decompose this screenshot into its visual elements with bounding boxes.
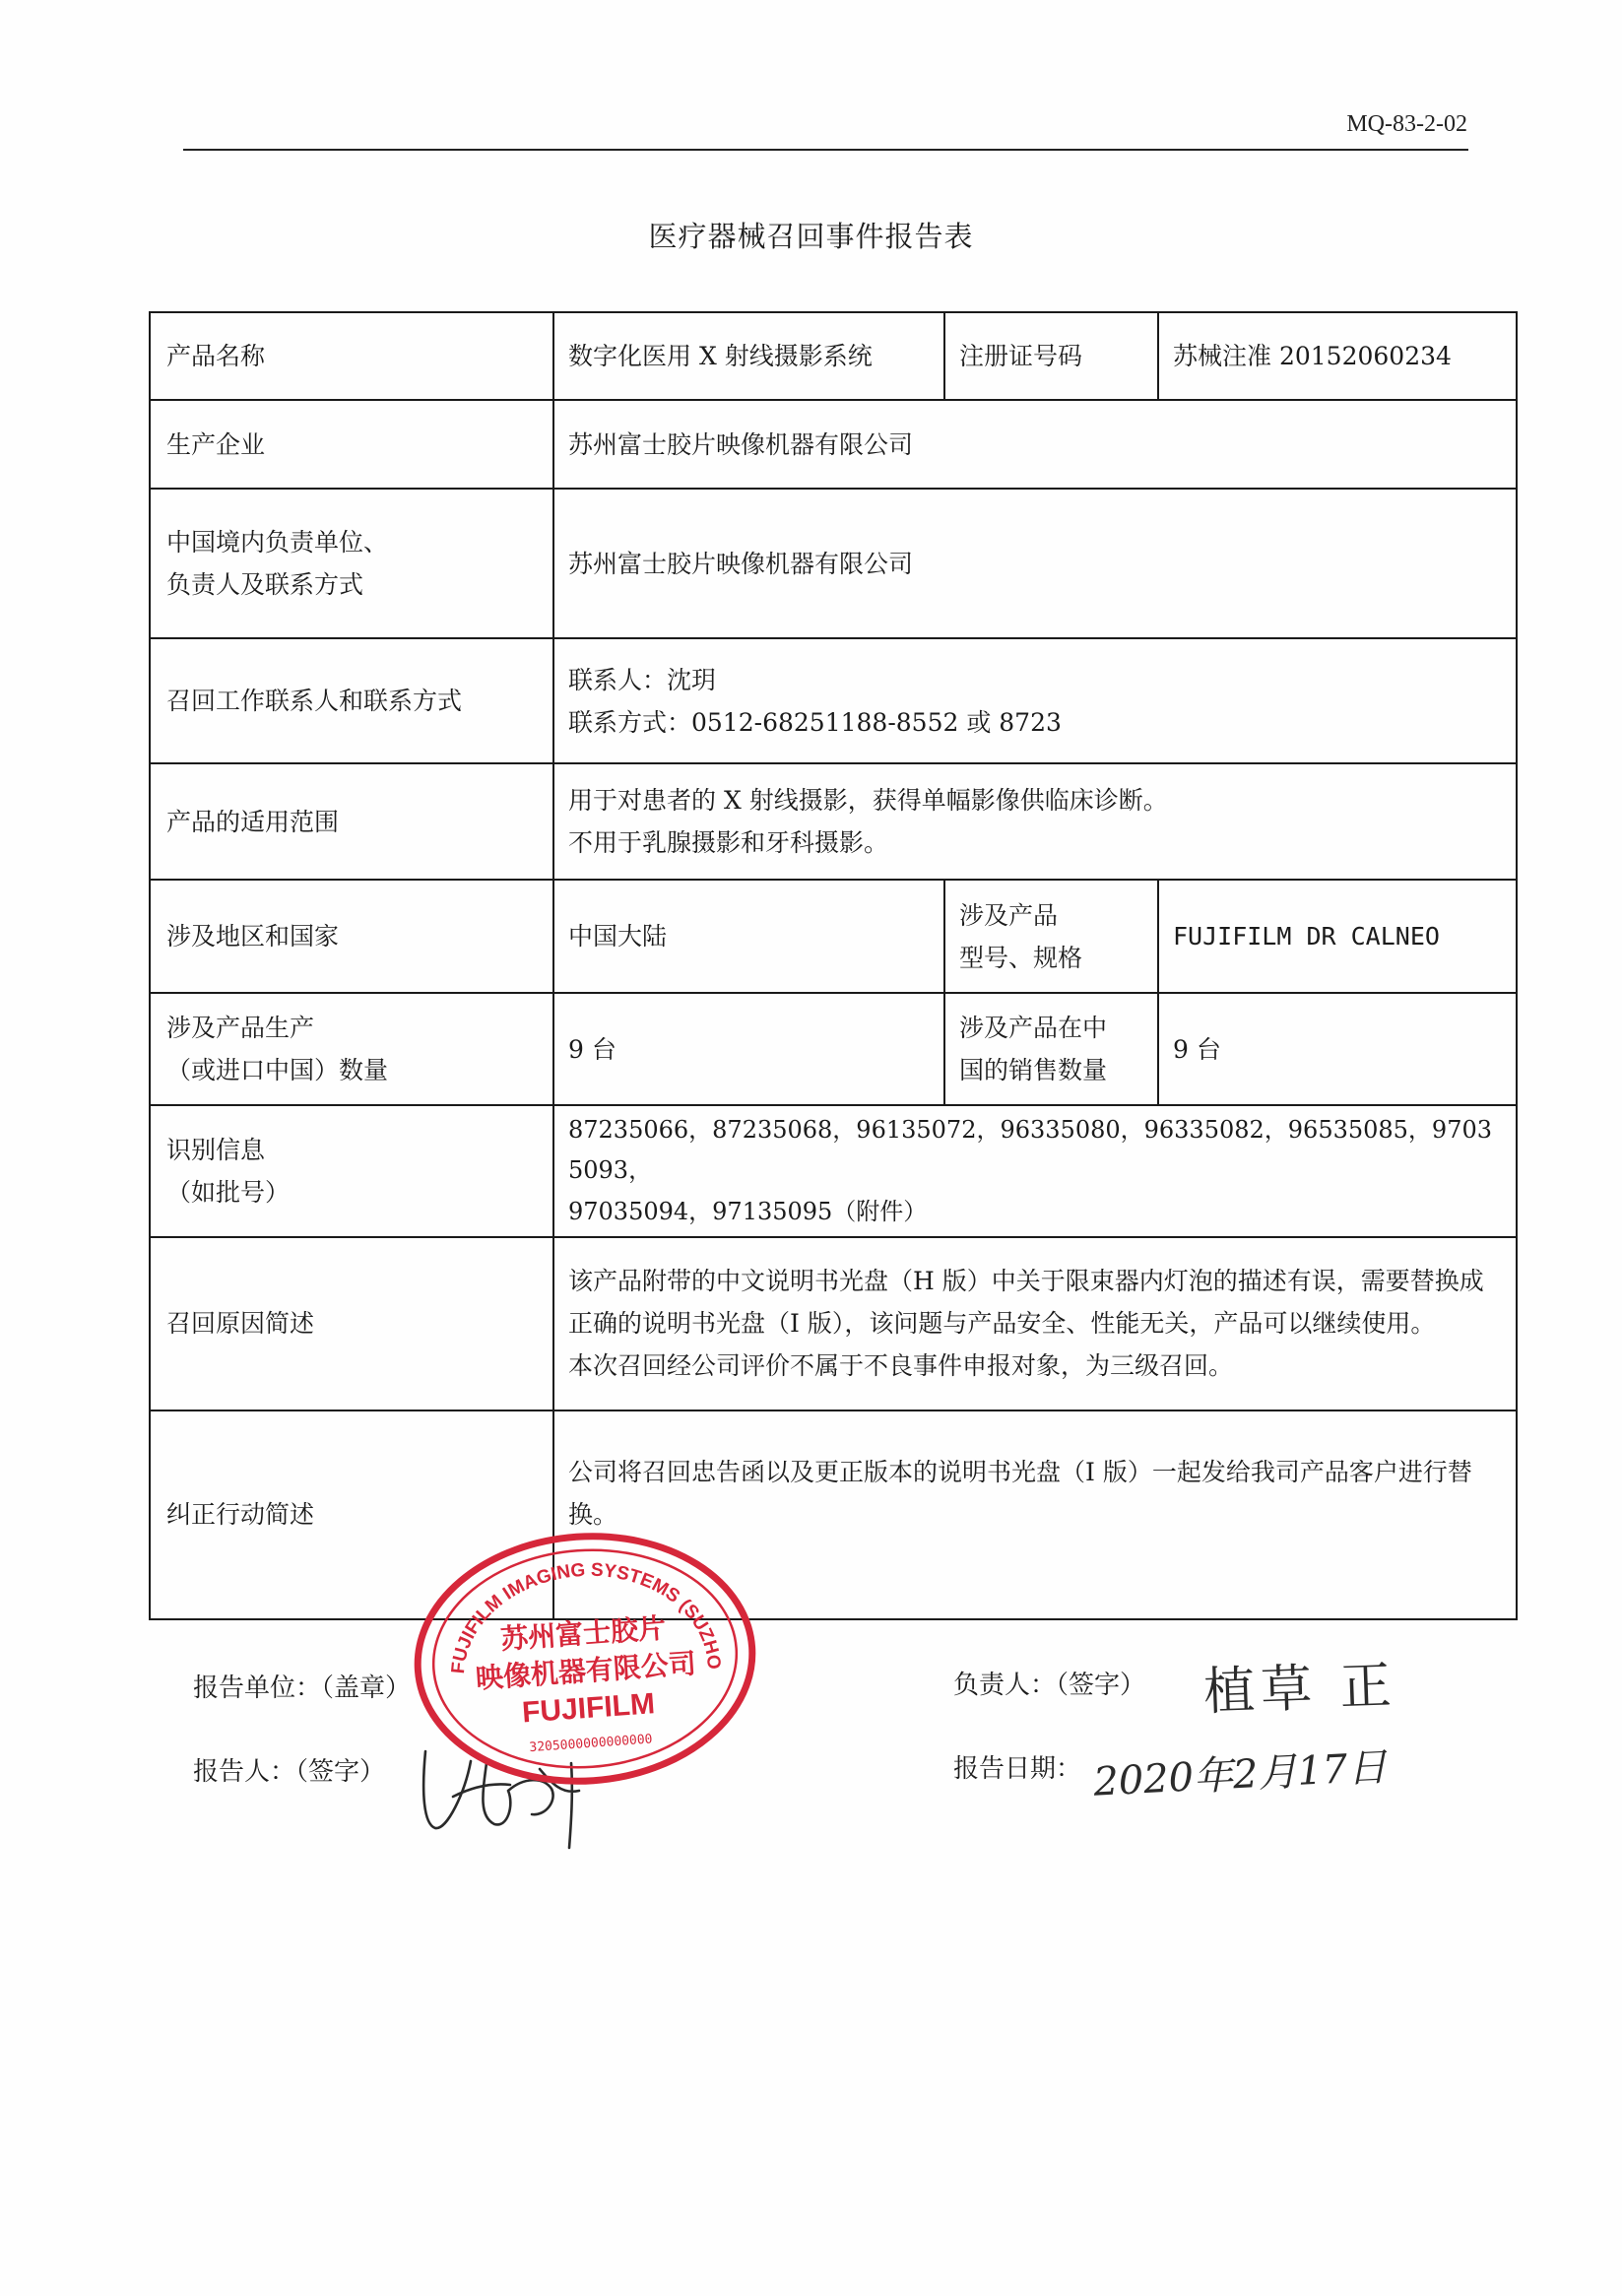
region-label: 涉及地区和国家 xyxy=(150,880,553,993)
scope-label: 产品的适用范围 xyxy=(150,763,553,880)
quantity-value: 9 台 xyxy=(553,993,944,1105)
seal-outer-text: FUJIFILM IMAGING SYSTEMS (SUZHOU) xyxy=(447,1559,725,1675)
row-recall-contact xyxy=(150,638,1517,763)
company-seal xyxy=(406,1525,764,1793)
responsible-label: 负责人：（签字） xyxy=(953,1671,1146,1700)
recall-reason-label: 召回原因简述 xyxy=(150,1237,553,1410)
domestic-agent-label xyxy=(150,489,553,638)
product-name-value: 数字化医用 X 射线摄影系统 xyxy=(553,312,944,400)
sales-label-line: 国的销售数量 xyxy=(959,1056,1108,1084)
row-product-name xyxy=(150,312,1517,400)
row-scope xyxy=(150,763,1517,880)
identification-label-line: 识别信息 xyxy=(166,1135,266,1164)
report-unit-label: 报告单位：（盖章） xyxy=(193,1673,412,1703)
quantity-label-line: 涉及产品生产 xyxy=(166,1014,315,1042)
region-value: 中国大陆 xyxy=(553,880,944,993)
row-identification xyxy=(150,1105,1517,1237)
domestic-agent-label-line: 负责人及联系方式 xyxy=(166,570,364,599)
model-label-line: 涉及产品 xyxy=(959,900,1059,930)
manufacturer-label: 生产企业 xyxy=(150,400,553,489)
batch-numbers-line: 87235066，87235068，96135072，96335080，96335082，96535085，97035093， xyxy=(568,1116,1493,1185)
domestic-agent-label-line: 中国境内负责单位、 xyxy=(166,528,389,557)
seal-company-line1: 苏州富士胶片 xyxy=(499,1611,668,1656)
scope-line: 用于对患者的 X 射线摄影，获得单幅影像供临床诊断。 xyxy=(568,786,1168,815)
model-value: FUJIFILM DR CALNEO xyxy=(1158,880,1517,993)
quantity-label-line: （或进口中国）数量 xyxy=(166,1056,389,1084)
reporter-label: 报告人：（签字） xyxy=(193,1757,386,1787)
contact-person: 联系人：沈玥 xyxy=(568,665,717,694)
quantity-label xyxy=(150,993,553,1105)
scope-value xyxy=(553,763,1517,880)
row-region xyxy=(150,880,1517,993)
corrective-action-value: 公司将召回忠告函以及更正版本的说明书光盘（I 版）一起发给我司产品客户进行替换。 xyxy=(553,1410,1517,1619)
seal-company-line2: 映像机器有限公司 xyxy=(474,1647,697,1695)
row-manufacturer xyxy=(150,400,1517,489)
manufacturer-value: 苏州富士胶片映像机器有限公司 xyxy=(553,400,1517,489)
seal-code: 3205000000000000 xyxy=(529,1732,654,1756)
identification-label xyxy=(150,1105,553,1237)
page-title: 医疗器械召回事件报告表 xyxy=(648,220,974,253)
registration-label: 注册证号码 xyxy=(944,312,1158,400)
corrective-action-label: 纠正行动简述 xyxy=(150,1410,553,1619)
recall-reason-paragraph: 本次召回经公司评价不属于不良事件申报对象，为三级召回。 xyxy=(568,1351,1234,1381)
row-recall-reason xyxy=(150,1237,1517,1410)
identification-label-line: （如批号） xyxy=(166,1177,291,1207)
report-date-value: 2020年2月17日 xyxy=(1092,1744,1389,1805)
scope-line: 不用于乳腺摄影和牙科摄影。 xyxy=(568,828,889,857)
identification-value xyxy=(553,1105,1517,1237)
row-quantity xyxy=(150,993,1517,1105)
row-domestic-agent xyxy=(150,489,1517,638)
recall-contact-value xyxy=(553,638,1517,763)
product-name-label: 产品名称 xyxy=(150,312,553,400)
registration-value: 苏械注准 20152060234 xyxy=(1158,312,1517,400)
sales-label xyxy=(944,993,1158,1105)
contact-phone: 联系方式：0512-68251188-8552 或 8723 xyxy=(568,707,1062,737)
model-label xyxy=(944,880,1158,993)
recall-reason-value xyxy=(553,1237,1517,1410)
seal-brand: FUJIFILM xyxy=(521,1687,657,1730)
report-date-label: 报告日期： xyxy=(953,1754,1082,1784)
batch-numbers-line: 97035094，97135095（附件） xyxy=(568,1197,928,1225)
recall-contact-label: 召回工作联系人和联系方式 xyxy=(150,638,553,763)
document-code: MQ-83-2-02 xyxy=(1346,111,1467,137)
header-rule xyxy=(183,149,1468,151)
responsible-signature: 植草 正 xyxy=(1202,1656,1398,1723)
domestic-agent-value: 苏州富士胶片映像机器有限公司 xyxy=(553,489,1517,638)
recall-reason-paragraph: 该产品附带的中文说明书光盘（H 版）中关于限束器内灯泡的描述有误，需要替换成正确的说明书光盘（I 版），该问题与产品安全、性能无关，产品可以继续使用。 xyxy=(568,1267,1484,1339)
sales-label-line: 涉及产品在中 xyxy=(959,1014,1108,1042)
recall-report-table xyxy=(149,311,1518,1620)
row-corrective-action xyxy=(150,1410,1517,1619)
sales-value: 9 台 xyxy=(1158,993,1517,1105)
model-label-line: 型号、规格 xyxy=(959,943,1083,972)
